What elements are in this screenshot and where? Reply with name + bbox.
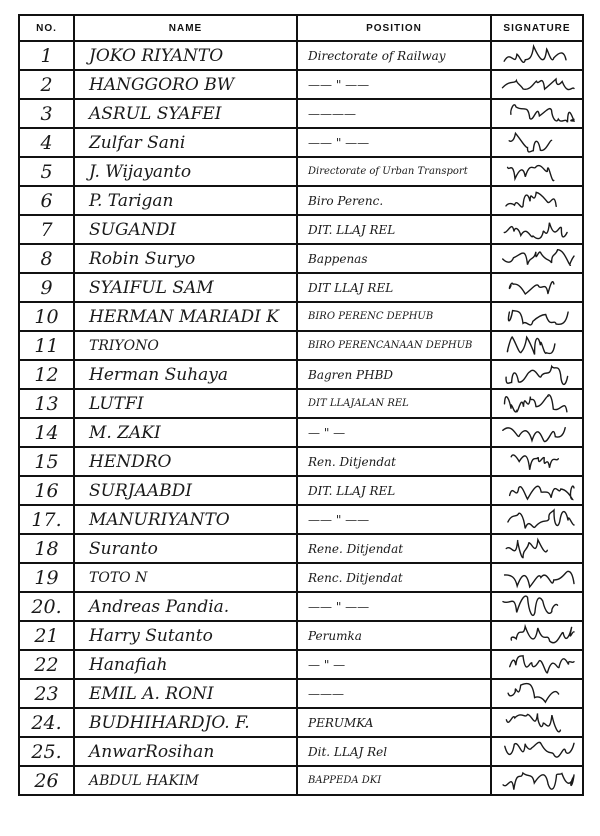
signature-stroke — [503, 250, 574, 266]
row-number: 19 — [19, 563, 74, 592]
table-row — [19, 505, 583, 534]
signature-stroke — [506, 713, 560, 731]
signature-stroke — [509, 133, 551, 152]
row-number: 22 — [19, 650, 74, 679]
signature-scribble — [492, 216, 580, 243]
signature-scribble — [492, 42, 580, 69]
signature-scribble — [492, 158, 580, 185]
row-position: Dit. LLAJ Rel — [297, 737, 491, 766]
signature-scribble — [492, 361, 580, 388]
row-name: Hanafiah — [74, 650, 297, 679]
signature-scribble — [492, 129, 580, 156]
signature-stroke — [505, 742, 574, 757]
signature-scribble — [492, 477, 580, 504]
signature-scribble — [492, 738, 580, 765]
row-number: 9 — [19, 273, 74, 302]
signature-scribble — [492, 709, 580, 736]
attendance-table — [18, 14, 584, 796]
table-row — [19, 215, 583, 244]
table-row — [19, 186, 583, 215]
signature-stroke — [506, 192, 556, 207]
row-number: 25. — [19, 737, 74, 766]
row-position: DIT. LLAJ REL — [297, 476, 491, 505]
signature-stroke — [506, 540, 547, 558]
signature-stroke — [505, 395, 567, 412]
row-name: TOTO N — [74, 563, 297, 592]
row-signature — [491, 505, 583, 534]
row-name: Herman Suhaya — [74, 360, 297, 389]
row-signature — [491, 273, 583, 302]
row-name: AnwarRosihan — [74, 737, 297, 766]
row-signature — [491, 621, 583, 650]
signature-scribble — [492, 303, 580, 330]
row-name: Andreas Pandia. — [74, 592, 297, 621]
attendance-sheet — [18, 14, 582, 826]
table-row — [19, 273, 583, 302]
table-row — [19, 70, 583, 99]
row-signature — [491, 360, 583, 389]
row-name: SYAIFUL SAM — [74, 273, 297, 302]
row-name: HERMAN MARIADI K — [74, 302, 297, 331]
row-signature — [491, 476, 583, 505]
signature-scribble — [492, 506, 580, 533]
header-signature: SIGNATURE — [491, 15, 583, 41]
signature-scribble — [492, 651, 580, 678]
row-number: 4 — [19, 128, 74, 157]
signature-stroke — [508, 166, 554, 181]
row-number: 16 — [19, 476, 74, 505]
row-number: 21 — [19, 621, 74, 650]
row-position: Directorate of Railway — [297, 41, 491, 70]
row-signature — [491, 708, 583, 737]
table-row — [19, 302, 583, 331]
table-row — [19, 737, 583, 766]
signature-stroke — [506, 366, 568, 384]
row-position: Bappenas — [297, 244, 491, 273]
table-row — [19, 128, 583, 157]
signature-stroke — [504, 223, 567, 239]
row-position: BAPPEDA DKI — [297, 766, 491, 795]
row-number: 13 — [19, 389, 74, 418]
signature-stroke — [508, 311, 568, 325]
row-signature — [491, 447, 583, 476]
row-signature — [491, 302, 583, 331]
row-position: BIRO PERENCANAAN DEPHUB — [297, 331, 491, 360]
row-position: ———— — [297, 99, 491, 128]
table-row — [19, 650, 583, 679]
row-name: EMIL A. RONI — [74, 679, 297, 708]
table-row — [19, 244, 583, 273]
signature-stroke — [507, 337, 555, 355]
table-row — [19, 418, 583, 447]
signature-scribble — [492, 622, 580, 649]
table-row — [19, 592, 583, 621]
table-row — [19, 476, 583, 505]
row-signature — [491, 592, 583, 621]
row-name: J. Wijayanto — [74, 157, 297, 186]
signature-scribble — [492, 767, 580, 794]
row-number: 12 — [19, 360, 74, 389]
signature-scribble — [492, 187, 580, 214]
row-position: Bagren PHBD — [297, 360, 491, 389]
table-row — [19, 41, 583, 70]
row-number: 7 — [19, 215, 74, 244]
header-no: NO. — [19, 15, 74, 41]
row-signature — [491, 331, 583, 360]
row-position: —— " —— — [297, 128, 491, 157]
row-signature — [491, 679, 583, 708]
signature-scribble — [492, 593, 580, 620]
row-signature — [491, 389, 583, 418]
signature-stroke — [503, 596, 558, 615]
row-name: MANURIYANTO — [74, 505, 297, 534]
row-signature — [491, 418, 583, 447]
signature-scribble — [492, 332, 580, 359]
row-position: DIT LLAJALAN REL — [297, 389, 491, 418]
signature-stroke — [508, 684, 558, 703]
header-row — [19, 15, 583, 41]
signature-stroke — [511, 105, 574, 122]
row-name: JOKO RIYANTO — [74, 41, 297, 70]
row-position: —— " —— — [297, 505, 491, 534]
row-position: Directorate of Urban Transport — [297, 157, 491, 186]
table-row — [19, 447, 583, 476]
row-number: 15 — [19, 447, 74, 476]
table-row — [19, 708, 583, 737]
signature-scribble — [492, 100, 580, 127]
row-position: — " — — [297, 650, 491, 679]
header-name: NAME — [74, 15, 297, 41]
row-number: 23 — [19, 679, 74, 708]
row-position: BIRO PERENC DEPHUB — [297, 302, 491, 331]
row-number: 18 — [19, 534, 74, 563]
table-row — [19, 534, 583, 563]
table-row — [19, 563, 583, 592]
row-number: 5 — [19, 157, 74, 186]
row-position: DIT LLAJ REL — [297, 273, 491, 302]
signature-scribble — [492, 535, 580, 562]
row-number: 6 — [19, 186, 74, 215]
row-position: Perumka — [297, 621, 491, 650]
row-name: Zulfar Sani — [74, 128, 297, 157]
row-number: 1 — [19, 41, 74, 70]
signature-stroke — [505, 571, 574, 587]
signature-stroke — [511, 455, 558, 470]
signature-scribble — [492, 274, 580, 301]
row-signature — [491, 128, 583, 157]
row-name: M. ZAKI — [74, 418, 297, 447]
row-number: 26 — [19, 766, 74, 795]
row-name: LUTFI — [74, 389, 297, 418]
row-signature — [491, 244, 583, 273]
row-signature — [491, 186, 583, 215]
row-name: Harry Sutanto — [74, 621, 297, 650]
row-signature — [491, 99, 583, 128]
table-row — [19, 679, 583, 708]
row-name: P. Tarigan — [74, 186, 297, 215]
row-name: HANGGORO BW — [74, 70, 297, 99]
row-number: 3 — [19, 99, 74, 128]
row-position: ——— — [297, 679, 491, 708]
signature-stroke — [508, 510, 574, 528]
row-number: 11 — [19, 331, 74, 360]
row-name: ABDUL HAKIM — [74, 766, 297, 795]
row-number: 20. — [19, 592, 74, 621]
signature-scribble — [492, 419, 580, 446]
row-signature — [491, 534, 583, 563]
signature-scribble — [492, 390, 580, 417]
signature-stroke — [510, 656, 574, 673]
table-row — [19, 389, 583, 418]
row-name: TRIYONO — [74, 331, 297, 360]
row-signature — [491, 41, 583, 70]
row-position: Ren. Ditjendat — [297, 447, 491, 476]
row-signature — [491, 70, 583, 99]
signature-stroke — [503, 773, 574, 790]
row-position: —— " —— — [297, 592, 491, 621]
row-signature — [491, 737, 583, 766]
row-number: 2 — [19, 70, 74, 99]
row-name: SURJAABDI — [74, 476, 297, 505]
row-number: 17. — [19, 505, 74, 534]
row-signature — [491, 650, 583, 679]
signature-stroke — [509, 282, 554, 294]
table-row — [19, 157, 583, 186]
row-number: 10 — [19, 302, 74, 331]
row-position: DIT. LLAJ REL — [297, 215, 491, 244]
row-number: 8 — [19, 244, 74, 273]
row-name: BUDHIHARDJO. F. — [74, 708, 297, 737]
signature-scribble — [492, 564, 580, 591]
row-signature — [491, 215, 583, 244]
row-name: SUGANDI — [74, 215, 297, 244]
row-position: PERUMKA — [297, 708, 491, 737]
signature-scribble — [492, 245, 580, 272]
row-number: 14 — [19, 418, 74, 447]
signature-stroke — [510, 486, 574, 499]
signature-scribble — [492, 71, 580, 98]
signature-stroke — [503, 79, 575, 90]
table-row — [19, 766, 583, 795]
signature-stroke — [504, 46, 566, 62]
row-name: ASRUL SYAFEI — [74, 99, 297, 128]
table-row — [19, 331, 583, 360]
table-row — [19, 621, 583, 650]
row-position: — " — — [297, 418, 491, 447]
row-number: 24. — [19, 708, 74, 737]
row-signature — [491, 766, 583, 795]
row-signature — [491, 563, 583, 592]
header-position: POSITION — [297, 15, 491, 41]
row-position: —— " —— — [297, 70, 491, 99]
row-position: Renc. Ditjendat — [297, 563, 491, 592]
table-row — [19, 360, 583, 389]
row-name: Robin Suryo — [74, 244, 297, 273]
row-signature — [491, 157, 583, 186]
row-position: Biro Perenc. — [297, 186, 491, 215]
signature-scribble — [492, 680, 580, 707]
row-name: HENDRO — [74, 447, 297, 476]
signature-stroke — [503, 428, 565, 442]
signature-stroke — [511, 627, 574, 643]
row-position: Rene. Ditjendat — [297, 534, 491, 563]
signature-scribble — [492, 448, 580, 475]
row-name: Suranto — [74, 534, 297, 563]
table-row — [19, 99, 583, 128]
